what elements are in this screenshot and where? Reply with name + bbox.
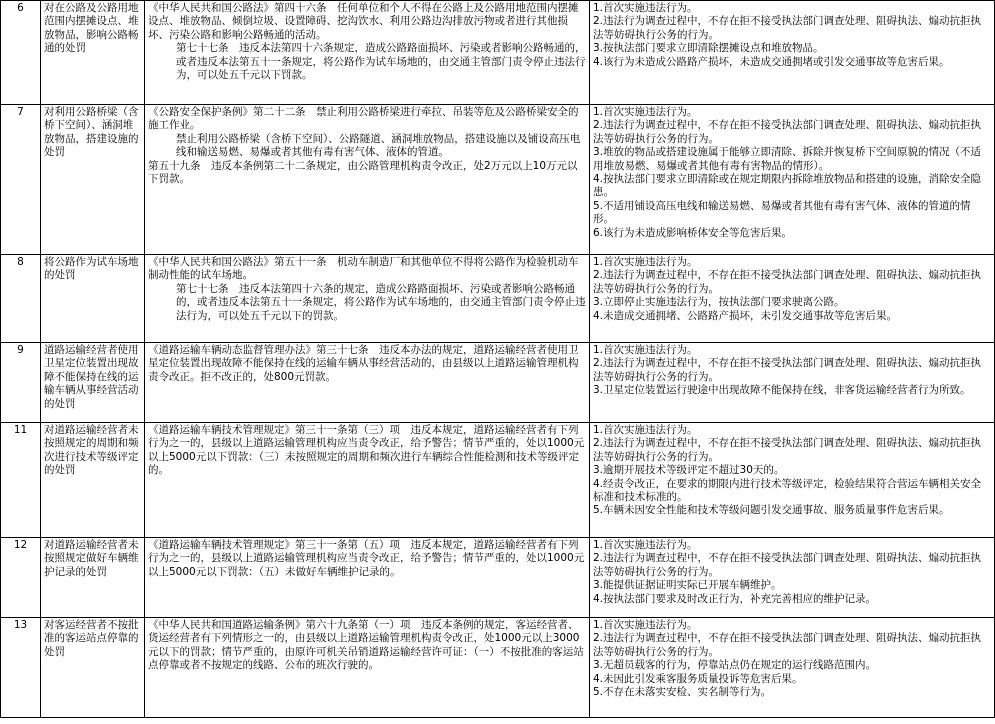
table-row bbox=[1, 538, 995, 618]
legal-basis-text: 《道路运输车辆技术管理规定》第三十一条第（三）项 违反本规定，道路运输经营者有下列行为之一的，县级以上道路运输管理机构应当责令改正，给予警告；情节严重的，处以1000元以上5000元以下罚款：（三）未按照规定的周期和频次进行车辆综合性能检测和技术等级评定的。 bbox=[148, 424, 585, 477]
condition-item: 6.该行为未造成影响桥体安全等危害后果。 bbox=[593, 226, 793, 239]
violation-title: 对道路运输经营者未按照规定的周期和频次进行技术等级评定的处罚 bbox=[41, 423, 145, 538]
exemption-conditions-cell bbox=[590, 423, 995, 538]
row-number: 11 bbox=[1, 423, 41, 538]
violation-title: 对利用公路桥梁（含桥下空间）、涵洞堆放物品，搭建设施的处罚 bbox=[41, 105, 145, 255]
row-number: 12 bbox=[1, 538, 41, 618]
condition-item: 3.按执法部门要求立即清除摆摊设点和堆放物品。 bbox=[593, 42, 824, 55]
condition-item: 4.按执法部门要求立即清除或在规定期限内拆除堆放物品和搭建的设施，消除安全隐患。 bbox=[593, 173, 982, 199]
condition-item: 5.车辆未因安全性能和技术等级问题引发交通事故、服务质量事件危害后果。 bbox=[593, 504, 950, 517]
row-number: 13 bbox=[1, 618, 41, 718]
row-number: 8 bbox=[1, 255, 41, 343]
legal-basis-text: 第五十九条 违反本条例第二十二条规定，由公路管理机构责令改正，处2万元以上10万元以下罚款。 bbox=[148, 159, 578, 186]
legal-basis-cell bbox=[145, 1, 590, 105]
condition-item: 1.首次实施违法行为。 bbox=[593, 106, 698, 118]
condition-item: 4.未造成交通拥堵、公路路产损坏，未引发交通事故等危害后果。 bbox=[593, 309, 898, 322]
legal-basis-text: 《道路运输车辆技术管理规定》第三十一条第（五）项 违反本规定，道路运输经营者有下列行为之一的，县级以上道路运输管理机构应当责令改正，给予警告；情节严重的，处以1000元以上5000元以下罚款：（五）未做好车辆维护记录的。 bbox=[148, 539, 585, 578]
violation-title: 道路运输经营者使用卫星定位装置出现故障不能保持在线的运输车辆从事经营活动的处罚 bbox=[41, 343, 145, 423]
legal-basis-text: 禁止利用公路桥梁（含桥下空间）、公路隧道、涵洞堆放物品，搭建设施以及铺设高压电线和输送易燃、易爆或者其他有毒有害气体、液体的管道。 bbox=[176, 132, 581, 159]
legal-basis-cell bbox=[145, 538, 590, 618]
legal-basis-text: 第七十七条 违反本法第四十六条的规定，造成公路路面损坏、污染或者影响公路畅通的，或者违反本法第五十一条规定，将公路作为试车场地的，由交通主管部门责令停止违法行为，可以处五千元以下的罚款。 bbox=[176, 282, 586, 322]
condition-item: 1.首次实施违法行为。 bbox=[593, 2, 698, 14]
condition-item: 2.违法行为调查过程中，不存在拒不接受执法部门调查处理、阻碍执法、煽动抗拒执法等妨碍执行公务的行为。 bbox=[593, 552, 982, 578]
violation-title: 将公路作为试车场地的处罚 bbox=[41, 255, 145, 343]
table-row bbox=[1, 618, 995, 718]
exemption-conditions-cell bbox=[590, 343, 995, 423]
condition-item: 3.立即停止实施违法行为，按执法部门要求驶离公路。 bbox=[593, 296, 845, 309]
legal-basis-text: 《中华人民共和国公路法》第五十一条 机动车制造厂和其他单位不得将公路作为检验机动车制动性能的试车场地。 bbox=[148, 256, 579, 282]
table-row bbox=[1, 1, 995, 105]
exemption-conditions-cell bbox=[590, 255, 995, 343]
exemption-conditions-cell bbox=[590, 538, 995, 618]
condition-item: 3.逾期开展技术等级评定不超过30天的。 bbox=[593, 464, 785, 477]
condition-item: 3.堆放的物品或搭建设施属于能够立即清除、拆除并恢复桥下空间原貌的情况（不适用堆放易燃、易爆或者其他有毒有害物品的情形）。 bbox=[593, 146, 982, 172]
legal-basis-text: 《中华人民共和国道路运输条例》第六十九条第（一）项 违反本条例的规定，客运经营者、货运经营者有下列情形之一的，由县级以上道路运输管理机构责令改正，处1000元以上3000元以下的罚款；情节严重的，由原许可机关吊销道路运输经营许可证：（一）不按批准的客运站点停靠或者不按规定的线路、公布的班次行驶的。 bbox=[148, 619, 584, 672]
condition-item: 4.该行为未造成公路路产损坏，未造成交通拥堵或引发交通事故等危害后果。 bbox=[593, 55, 950, 68]
table-row bbox=[1, 255, 995, 343]
exemption-conditions-cell bbox=[590, 105, 995, 255]
legal-basis-cell bbox=[145, 255, 590, 343]
legal-basis-cell bbox=[145, 618, 590, 718]
table-row bbox=[1, 423, 995, 538]
condition-item: 4.按执法部门要求及时改正行为，补充完善相应的维护记录。 bbox=[593, 592, 877, 605]
legal-basis-cell bbox=[145, 105, 590, 255]
condition-item: 1.首次实施违法行为。 bbox=[593, 539, 698, 551]
legal-basis-text: 《公路安全保护条例》第二十二条 禁止利用公路桥梁进行牵拉、吊装等危及公路桥梁安全的施工作业。 bbox=[148, 106, 579, 132]
condition-item: 1.首次实施违法行为。 bbox=[593, 256, 698, 268]
condition-item: 4.经责令改正，在要求的期限内进行技术等级评定，检验结果符合营运车辆相关安全标准和技术标准的。 bbox=[593, 477, 982, 504]
condition-item: 1.首次实施违法行为。 bbox=[593, 344, 698, 356]
exemption-conditions-cell bbox=[590, 618, 995, 718]
condition-item: 1.首次实施违法行为。 bbox=[593, 424, 698, 436]
violation-title: 对道路运输经营者未按照规定做好车辆维护记录的处罚 bbox=[41, 538, 145, 618]
condition-item: 2.违法行为调查过程中，不存在拒不接受执法部门调查处理、阻碍执法、煽动抗拒执法等妨碍执行公务的行为。 bbox=[593, 357, 982, 383]
legal-basis-cell bbox=[145, 343, 590, 423]
legal-basis-cell bbox=[145, 423, 590, 538]
condition-item: 2.违法行为调查过程中，不存在拒不接受执法部门调查处理、阻碍执法、煽动抗拒执法等妨碍执行公务的行为。 bbox=[593, 437, 982, 463]
condition-item: 3.无超员载客的行为，停靠站点仍在规定的运行线路范围内。 bbox=[593, 659, 877, 672]
exemption-conditions-cell bbox=[590, 1, 995, 105]
condition-item: 5.不存在未落实安检、实名制等行为。 bbox=[593, 686, 772, 699]
condition-item: 5.不适用铺设高压电线和输送易燃、易爆或者其他有毒有害气体、液体的管道的情形。 bbox=[593, 199, 971, 226]
condition-item: 3.卫星定位装置运行驶途中出现故障不能保持在线，非客货运输经营者行为所致。 bbox=[593, 384, 971, 397]
legal-basis-text: 第七十七条 违反本法第四十六条规定，造成公路路面损坏、污染或者影响公路畅通的，或者违反本法第五十一条规定，将公路作为试车场地的，由交通主管部门责令停止违法行为，可以处五千元以下罚款。 bbox=[176, 42, 586, 82]
table-row bbox=[1, 343, 995, 423]
legal-basis-text: 《道路运输车辆动态监督管理办法》第三十七条 违反本办法的规定，道路运输经营者使用卫星定位装置出现故障不能保持在线的运输车辆从事经营活动的，由县级以上道路运输管理机构责令改正。拒不改正的，处800元罚款。 bbox=[148, 344, 579, 383]
table-row bbox=[1, 105, 995, 255]
legal-basis-text: 《中华人民共和国公路法》第四十六条 任何单位和个人不得在公路上及公路用地范围内摆摊设点、堆放物品、倾倒垃圾、设置障碍、挖沟饮水、利用公路边沟排放污物或者进行其他损坏、污染公路和影响公路畅通的活动。 bbox=[148, 2, 579, 41]
condition-item: 3.能提供证据证明实际已开展车辆维护。 bbox=[593, 579, 782, 592]
row-number: 6 bbox=[1, 1, 41, 105]
row-number: 7 bbox=[1, 105, 41, 255]
row-number: 9 bbox=[1, 343, 41, 423]
violation-title: 对在公路及公路用地范围内摆摊设点、堆放物品，影响公路畅通的处罚 bbox=[41, 1, 145, 105]
condition-item: 4.未因此引发乘客服务质量投诉等危害后果。 bbox=[593, 672, 803, 685]
condition-item: 2.违法行为调查过程中，不存在拒不接受执法部门调查处理、阻碍执法、煽动抗拒执法等妨碍执行公务的行为。 bbox=[593, 15, 982, 41]
condition-item: 2.违法行为调查过程中，不存在拒不接受执法部门调查处理、阻碍执法、煽动抗拒执法等妨碍执行公务的行为。 bbox=[593, 269, 982, 295]
condition-item: 2.违法行为调查过程中，不存在拒不接受执法部门调查处理、阻碍执法、煽动抗拒执法等妨碍执行公务的行为。 bbox=[593, 119, 982, 145]
condition-item: 1.首次实施违法行为。 bbox=[593, 619, 698, 631]
violation-title: 对客运经营者不按批准的客运站点停靠的处罚 bbox=[41, 618, 145, 718]
condition-item: 2.违法行为调查过程中，不存在拒不接受执法部门调查处理、阻碍执法、煽动抗拒执法等妨碍执行公务的行为。 bbox=[593, 632, 982, 658]
